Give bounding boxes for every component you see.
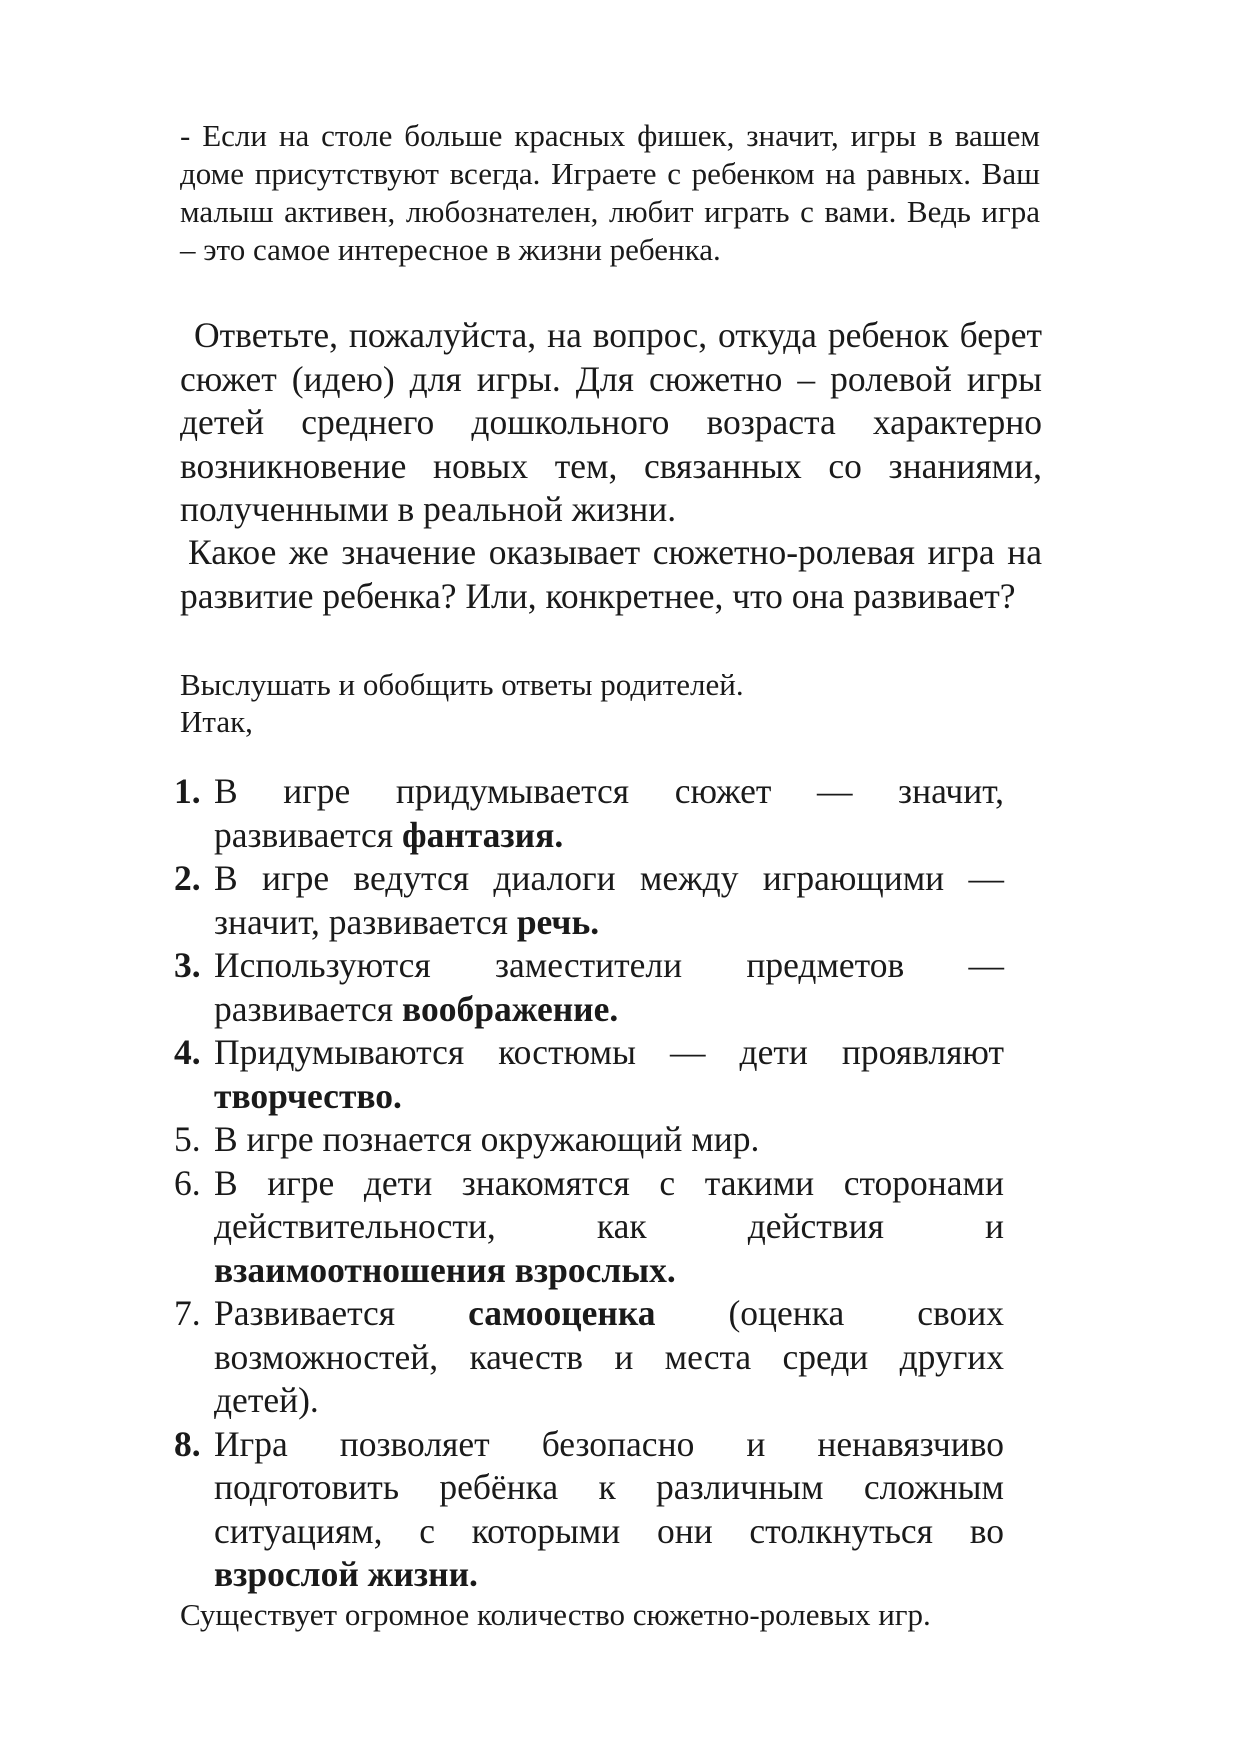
list-item-4 xyxy=(174,1031,1004,1118)
list-item-text: В игре дети знакомятся с такими сторонами действительности, как действия и xyxy=(214,1162,1004,1246)
list-item-6 xyxy=(174,1162,1004,1293)
list-item-term: воображение. xyxy=(402,988,619,1029)
list-item-text: В игре познается окружающий мир. xyxy=(214,1119,760,1159)
list-number: 4. xyxy=(174,1032,201,1072)
closing-line: Существует огромное количество сюжетно-ролевых игр. xyxy=(180,1597,931,1632)
list-item-1 xyxy=(174,770,1004,857)
list-number: 1. xyxy=(174,771,201,811)
list-item-2 xyxy=(174,857,1004,944)
list-item-term: творчество. xyxy=(214,1075,402,1116)
list-item-text: В игре придумывается сюжет — значит, развивается xyxy=(214,771,1004,855)
list-number: 3. xyxy=(174,945,201,985)
question-paragraph: Ответьте, пожалуйста, на вопрос, откуда ребенок берет сюжет (идею) для игры. Для сюжетно – ролевой игры детей среднего дошкольного возраста характерно возникновение новых тем, связанных со знаниями, полученными в реальной жизни. xyxy=(180,315,1042,529)
list-item-term: взаимоотношения взрослых. xyxy=(214,1249,676,1290)
list-number: 8. xyxy=(174,1423,201,1464)
list-item-text: В игре ведутся диалоги между играющими — значит, развивается xyxy=(214,858,1004,942)
list-item-term: речь. xyxy=(516,901,600,942)
list-item-text: Игра позволяет безопасно и ненавязчиво подготовить ребёнка к различным сложным ситуациям, с которыми они столкнуться во xyxy=(214,1423,1004,1551)
instruction-line: Выслушать и обобщить ответы родителей. xyxy=(180,667,744,702)
list-number: 6. xyxy=(174,1162,201,1203)
list-item-term: фантазия. xyxy=(402,814,564,855)
list-item-3 xyxy=(174,944,1004,1031)
list-item-8 xyxy=(174,1423,1004,1597)
list-item-text: Придумываются костюмы — дети проявляют xyxy=(214,1032,1004,1072)
so-line: Итак, xyxy=(180,704,253,739)
list-number: 2. xyxy=(174,858,201,898)
list-item-term: взрослой жизни. xyxy=(214,1554,478,1594)
list-number: 7. xyxy=(174,1293,201,1333)
list-item-7 xyxy=(174,1292,1004,1423)
list-item-text: Развивается xyxy=(214,1293,469,1333)
list-item-text: Используются заместители предметов — развивается xyxy=(214,945,1004,1029)
development-list xyxy=(174,770,1004,1597)
list-number: 5. xyxy=(174,1119,201,1159)
list-item-5 xyxy=(174,1118,1004,1162)
list-item-text-after: (оценка своих возможностей, качеств и места среди других детей). xyxy=(214,1293,1004,1420)
list-item-term: самооценка xyxy=(468,1293,656,1333)
significance-paragraph: Какое же значение оказывает сюжетно-ролевая игра на развитие ребенка? Или, конкретнее, что она развивает? xyxy=(180,532,1042,616)
intro-paragraph: - Если на столе больше красных фишек, значит, игры в вашем доме присутствуют всегда. Играете с ребенком на равных. Ваш малыш активен, любознателен, любит играть с вами. Ведь игра – это самое интересное в жизни ребенка. xyxy=(180,118,1040,267)
